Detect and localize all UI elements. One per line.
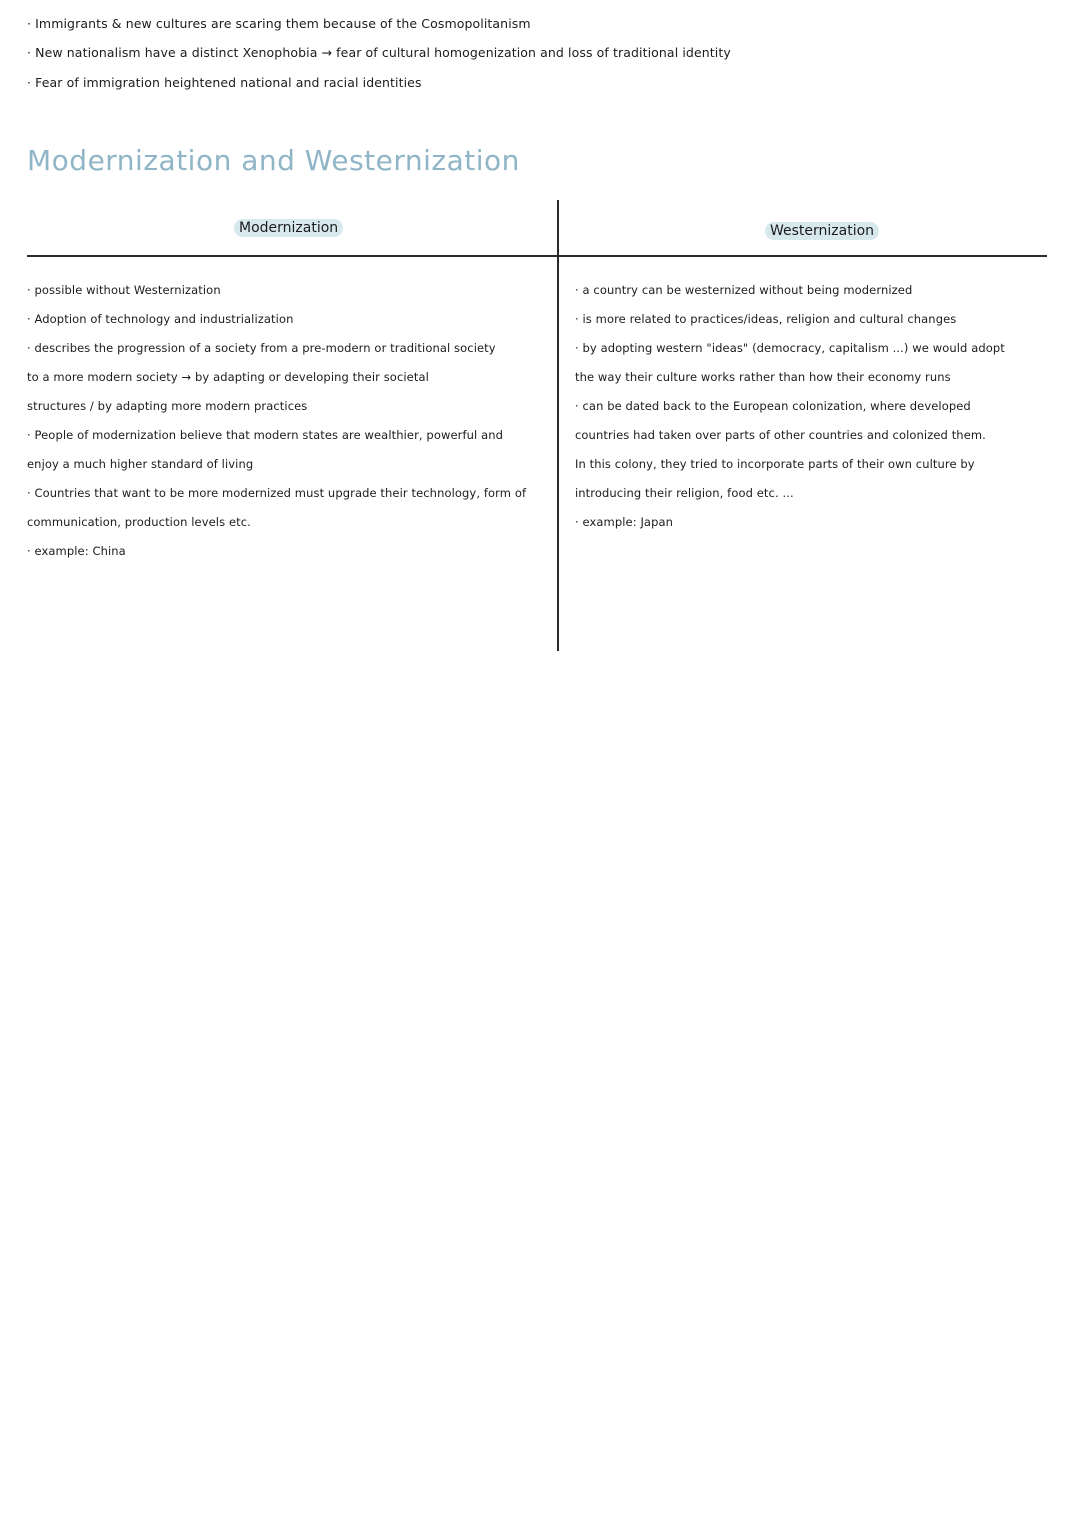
- modernization-notes: [27, 276, 552, 566]
- vertical-divider: [557, 200, 559, 651]
- note-line: introducing their religion, food etc. ...: [575, 486, 794, 500]
- note-line: · possible without Westernization: [27, 283, 221, 297]
- note-line: to a more modern society → by adapting or developing their societal: [27, 370, 429, 384]
- note-line: · example: Japan: [575, 515, 674, 529]
- section-title: Modernization and Westernization: [27, 144, 520, 177]
- note-line: · by adopting western "ideas" (democracy, capitalism ...) we would adopt: [575, 341, 1005, 355]
- note-line: the way their culture works rather than how their economy runs: [575, 370, 951, 384]
- note-line: · can be dated back to the European colonization, where developed: [575, 399, 971, 413]
- note-line: enjoy a much higher standard of living: [27, 457, 254, 471]
- note-line: · People of modernization believe that modern states are wealthier, powerful and: [27, 428, 504, 442]
- note-line: · example: China: [27, 544, 126, 558]
- column-heading-modernization: Modernization: [234, 219, 343, 237]
- note-line: · describes the progression of a society from a pre-modern or traditional society: [27, 341, 496, 355]
- intro-bullet: · Fear of immigration heightened national and racial identities: [27, 75, 422, 90]
- note-line: countries had taken over parts of other countries and colonized them.: [575, 428, 986, 442]
- note-line: structures / by adapting more modern practices: [27, 399, 308, 413]
- note-line: communication, production levels etc.: [27, 515, 251, 529]
- note-line: In this colony, they tried to incorporate parts of their own culture by: [575, 457, 975, 471]
- intro-bullet: · Immigrants & new cultures are scaring them because of the Cosmopolitanism: [27, 16, 531, 31]
- note-line: · is more related to practices/ideas, religion and cultural changes: [575, 312, 957, 326]
- note-line: · Countries that want to be more modernized must upgrade their technology, form of: [27, 486, 527, 500]
- note-line: · Adoption of technology and industrialization: [27, 312, 294, 326]
- note-line: · a country can be westernized without being modernized: [575, 283, 913, 297]
- horizontal-divider: [27, 255, 1047, 257]
- column-heading-westernization: Westernization: [765, 222, 879, 240]
- intro-bullet: · New nationalism have a distinct Xenophobia → fear of cultural homogenization and loss of traditional identity: [27, 45, 731, 60]
- westernization-notes: [575, 276, 1057, 537]
